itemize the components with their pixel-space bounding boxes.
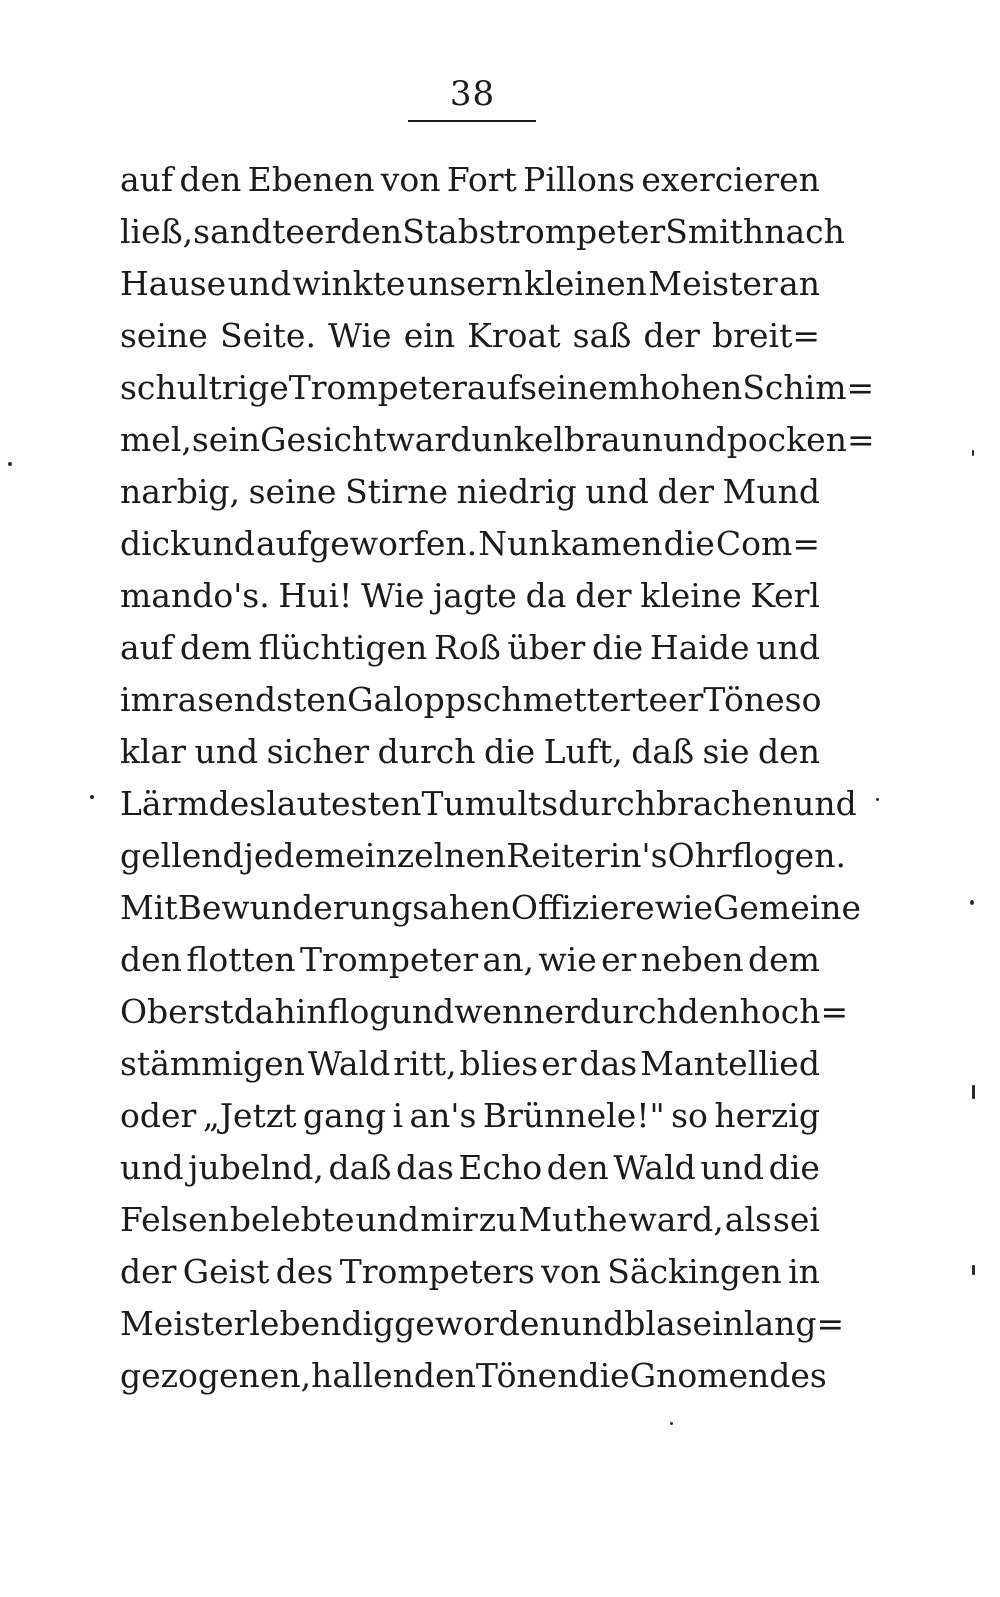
word: sei <box>772 1200 820 1239</box>
text-line <box>120 1194 820 1246</box>
word: wie <box>538 940 597 979</box>
word: den <box>546 1148 609 1187</box>
word: flogen. <box>731 836 846 875</box>
word: an's <box>409 1096 477 1135</box>
word: Mantellied <box>640 1044 820 1083</box>
word: des <box>275 1252 334 1291</box>
word: Gemeine <box>713 888 862 927</box>
word: die <box>483 732 536 771</box>
word: und <box>120 1148 184 1187</box>
word: durch <box>579 992 678 1031</box>
word: Tumults <box>421 784 559 823</box>
word: kamen <box>550 524 663 563</box>
word: in <box>712 1304 744 1343</box>
word: so <box>784 680 822 719</box>
word: Gnomen <box>629 1356 770 1395</box>
word: gezogenen, <box>120 1356 312 1395</box>
word: durchbrachen <box>558 784 794 823</box>
word: Offiziere <box>510 888 655 927</box>
word: auf <box>120 160 174 199</box>
page-number-rule <box>408 120 536 122</box>
text-line <box>120 986 849 1038</box>
word: Wie <box>360 576 425 615</box>
word: im <box>120 680 162 719</box>
word: narbig, <box>120 472 240 511</box>
word: die <box>768 1148 820 1187</box>
word: den <box>120 940 182 979</box>
text-line <box>120 1246 820 1298</box>
word: i <box>392 1096 404 1135</box>
text-line <box>120 518 820 570</box>
word: das <box>579 1044 638 1083</box>
word: des <box>208 784 267 823</box>
word: lautesten <box>266 784 422 823</box>
word: in <box>788 1252 820 1291</box>
word: er <box>667 680 704 719</box>
text-line <box>120 258 820 310</box>
word: exercieren <box>641 160 820 199</box>
word: niedrig <box>456 472 577 511</box>
word: durch <box>377 732 476 771</box>
word: mir <box>420 1200 478 1239</box>
word: Brünnele!" <box>482 1096 665 1135</box>
word: wenn <box>454 992 545 1031</box>
word: lang= <box>743 1304 845 1343</box>
word: und <box>585 472 649 511</box>
text-line <box>120 1090 820 1142</box>
body-text <box>120 154 875 1402</box>
word: schmetterte <box>465 680 668 719</box>
word: er <box>544 992 580 1031</box>
word: und <box>194 732 259 771</box>
word: hoch= <box>739 992 849 1031</box>
word: ließ, <box>120 212 194 251</box>
text-line <box>120 622 820 674</box>
word: rasendsten <box>161 680 348 719</box>
word: aufgeworfen. <box>256 524 478 563</box>
word: Trompeter <box>288 368 467 407</box>
word: über <box>507 628 586 667</box>
word: Hui! <box>278 576 353 615</box>
word: kleinen <box>524 264 647 303</box>
word: den <box>677 992 740 1031</box>
text-line <box>120 1142 820 1194</box>
text-line <box>120 674 820 726</box>
word: Stirne <box>345 472 449 511</box>
word: Seite. <box>219 316 316 355</box>
word: Nun <box>478 524 550 563</box>
text-line <box>120 154 820 206</box>
text-line <box>120 362 875 414</box>
scan-speck <box>876 798 879 801</box>
word: zu <box>478 1200 518 1239</box>
text-line <box>120 934 820 986</box>
word: „Jetzt <box>202 1096 297 1135</box>
word: der <box>657 472 714 511</box>
word: und <box>700 1148 765 1187</box>
text-line <box>120 882 862 934</box>
word: Oberst <box>120 992 234 1031</box>
word: seine <box>248 472 337 511</box>
word: stämmigen <box>120 1044 305 1083</box>
word: und <box>355 1200 420 1239</box>
word: das <box>396 1148 454 1187</box>
word: hallenden <box>311 1356 476 1395</box>
word: einzelnen <box>345 836 507 875</box>
text-line <box>120 778 857 830</box>
word: daß <box>328 1148 392 1187</box>
word: Tönen <box>475 1356 579 1395</box>
word: Trompeter <box>299 940 479 979</box>
word: er <box>304 212 341 251</box>
text-line <box>120 310 820 362</box>
word: gellend <box>120 836 244 875</box>
word: den <box>179 160 242 199</box>
word: seine <box>120 316 208 355</box>
text-line <box>120 1298 845 1350</box>
text-line <box>120 206 845 258</box>
word: mando's. <box>120 576 270 615</box>
word: Pillons <box>523 160 636 199</box>
word: dunkelbraun <box>450 420 664 459</box>
text-line <box>120 830 846 882</box>
word: breit= <box>712 316 820 355</box>
word: in's <box>609 836 668 875</box>
word: und <box>560 1304 625 1343</box>
word: Ohr <box>667 836 732 875</box>
word: sandte <box>193 212 305 251</box>
word: hohen <box>639 368 743 407</box>
word: dem <box>748 940 820 979</box>
word: lebendig <box>249 1304 395 1343</box>
word: oder <box>120 1096 197 1135</box>
word: so <box>671 1096 708 1135</box>
word: da <box>525 576 567 615</box>
word: Roß <box>434 628 501 667</box>
word: jubelnd, <box>188 1148 324 1187</box>
word: und <box>756 628 820 667</box>
word: die <box>591 628 644 667</box>
word: die <box>663 524 715 563</box>
word: wie <box>654 888 714 927</box>
word: Trompeters <box>339 1252 535 1291</box>
word: Muthe <box>518 1200 628 1239</box>
scan-speck <box>972 1085 975 1099</box>
word: und <box>793 784 857 823</box>
word: ward, <box>628 1200 724 1239</box>
scan-speck <box>8 462 12 466</box>
word: war <box>386 420 451 459</box>
word: Gesicht <box>260 420 387 459</box>
word: Hause <box>120 264 227 303</box>
word: und <box>191 524 255 563</box>
word: der <box>120 1252 177 1291</box>
word: dick <box>120 524 191 563</box>
word: Mit <box>120 888 178 927</box>
word: als <box>724 1200 772 1239</box>
word: Töne <box>703 680 785 719</box>
word: er <box>541 1044 577 1083</box>
text-line <box>120 466 820 518</box>
word: dahinflog <box>233 992 391 1031</box>
word: Geist <box>182 1252 270 1291</box>
word: Lärm <box>120 784 209 823</box>
text-line <box>120 726 820 778</box>
word: den <box>758 732 820 771</box>
word: die <box>578 1356 630 1395</box>
word: pocken= <box>726 420 875 459</box>
word: Bewunderung <box>177 888 413 927</box>
word: blase <box>624 1304 713 1343</box>
scan-speck <box>670 1422 673 1425</box>
word: Smith <box>665 212 765 251</box>
word: jedem <box>243 836 346 875</box>
word: daß <box>631 732 695 771</box>
word: unsern <box>406 264 523 303</box>
text-line <box>120 1350 827 1402</box>
word: Galopp <box>347 680 466 719</box>
word: sicher <box>266 732 370 771</box>
word: Echo <box>458 1148 543 1187</box>
page-number: 38 <box>449 74 496 114</box>
word: der <box>643 316 700 355</box>
word: sie <box>702 732 750 771</box>
word: von <box>541 1252 601 1291</box>
scan-speck <box>970 900 974 905</box>
word: Wald <box>613 1148 696 1187</box>
word: Fort <box>446 160 517 199</box>
word: ritt, <box>393 1044 457 1083</box>
scan-speck <box>90 795 94 799</box>
word: winkte <box>292 264 406 303</box>
word: klar <box>120 732 186 771</box>
word: Wie <box>328 316 392 355</box>
word: und <box>390 992 455 1031</box>
word: blies <box>459 1044 539 1083</box>
word: Meister <box>120 1304 250 1343</box>
word: Luft, <box>543 732 623 771</box>
word: Mund <box>722 472 820 511</box>
text-line <box>120 570 820 622</box>
word: dem <box>179 628 252 667</box>
word: ein <box>403 316 456 355</box>
word: Stabstrompeter <box>402 212 666 251</box>
word: herzig <box>714 1096 820 1135</box>
word: er <box>601 940 637 979</box>
word: auf <box>466 368 521 407</box>
word: Meister <box>648 264 778 303</box>
scan-speck <box>972 450 974 456</box>
word: jagte <box>433 576 517 615</box>
word: geworden <box>394 1304 561 1343</box>
word: Felsen <box>120 1200 229 1239</box>
word: Reiter <box>506 836 610 875</box>
word: mel, <box>120 420 192 459</box>
word: und <box>663 420 727 459</box>
word: der <box>575 576 632 615</box>
word: flotten <box>186 940 296 979</box>
word: kleine <box>640 576 742 615</box>
word: Schim= <box>742 368 875 407</box>
word: belebte <box>229 1200 355 1239</box>
word: von <box>380 160 441 199</box>
text-line <box>120 414 875 466</box>
word: Säckingen <box>607 1252 782 1291</box>
word: Kroat <box>467 316 561 355</box>
word: Com= <box>715 524 820 563</box>
scan-speck <box>972 1265 975 1275</box>
word: gang <box>302 1096 387 1135</box>
word: an <box>779 264 820 303</box>
word: seinem <box>520 368 640 407</box>
word: sahen <box>412 888 511 927</box>
word: den <box>340 212 403 251</box>
word: saß <box>572 316 632 355</box>
word: Wald <box>307 1044 391 1083</box>
word: schultrige <box>120 368 289 407</box>
word: und <box>227 264 292 303</box>
word: Kerl <box>750 576 820 615</box>
word: des <box>769 1356 827 1395</box>
word: nach <box>764 212 845 251</box>
word: an, <box>482 940 534 979</box>
word: Ebenen <box>247 160 375 199</box>
word: sein <box>191 420 261 459</box>
word: neben <box>640 940 744 979</box>
word: auf <box>120 628 174 667</box>
word: flüchtigen <box>258 628 428 667</box>
text-line <box>120 1038 820 1090</box>
word: Haide <box>649 628 750 667</box>
